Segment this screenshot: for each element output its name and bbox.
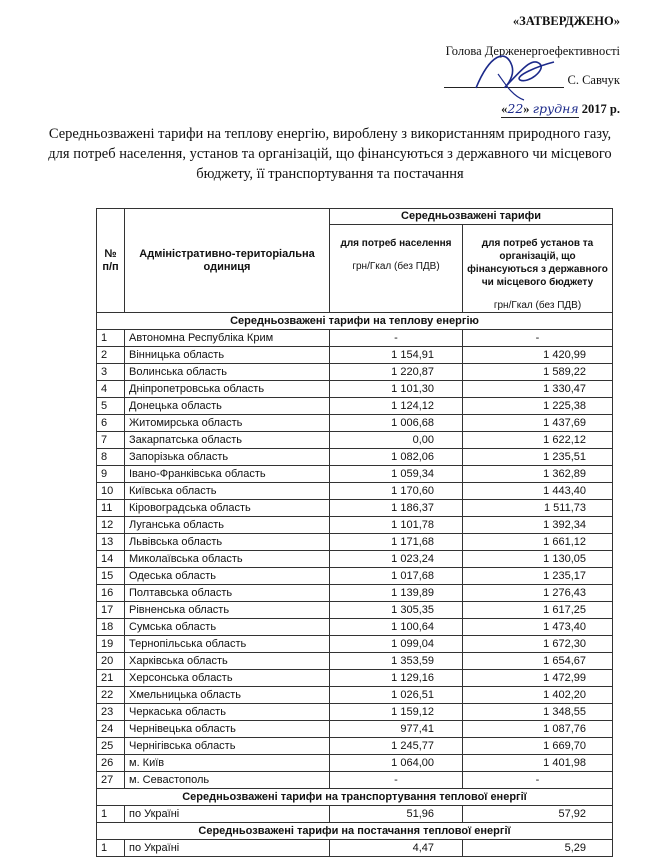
table-row [97, 602, 613, 619]
row-organization-tariff: - [463, 772, 613, 789]
row-unit-name: Волинська область [125, 364, 330, 381]
row-organization-tariff: 1 661,12 [463, 534, 613, 551]
table-row [97, 381, 613, 398]
section-title: Середньозважені тарифи на теплову енергію [97, 313, 613, 330]
row-number: 1 [97, 840, 125, 857]
row-unit-name: Сумська область [125, 619, 330, 636]
table-row [97, 721, 613, 738]
row-number: 9 [97, 466, 125, 483]
row-population-tariff: 977,41 [330, 721, 463, 738]
row-population-tariff: 1 017,68 [330, 568, 463, 585]
row-organization-tariff: 1 511,73 [463, 500, 613, 517]
row-organization-tariff: 1 622,12 [463, 432, 613, 449]
row-population-tariff: 1 100,64 [330, 619, 463, 636]
row-unit-name: Кіровоградська область [125, 500, 330, 517]
row-number: 2 [97, 347, 125, 364]
row-number: 4 [97, 381, 125, 398]
row-unit-name: Хмельницька область [125, 687, 330, 704]
row-organization-tariff: 1 443,40 [463, 483, 613, 500]
table-row [97, 432, 613, 449]
row-population-tariff: 1 124,12 [330, 398, 463, 415]
row-unit-name: Львівська область [125, 534, 330, 551]
table-row [97, 738, 613, 755]
table-row [97, 483, 613, 500]
row-number: 22 [97, 687, 125, 704]
row-number: 19 [97, 636, 125, 653]
row-number: 3 [97, 364, 125, 381]
table-row [97, 330, 613, 347]
row-unit-name: Черкаська область [125, 704, 330, 721]
row-organization-tariff: 1 654,67 [463, 653, 613, 670]
row-organization-tariff: 57,92 [463, 806, 613, 823]
table-row [97, 840, 613, 857]
row-number: 17 [97, 602, 125, 619]
row-population-tariff: 1 171,68 [330, 534, 463, 551]
row-number: 15 [97, 568, 125, 585]
column-header-tariffs: Середньозважені тарифи [330, 209, 613, 225]
row-unit-name: Закарпатська область [125, 432, 330, 449]
row-organization-tariff: 1 330,47 [463, 381, 613, 398]
row-organization-tariff: 1 235,17 [463, 568, 613, 585]
row-unit-name: Миколаївська область [125, 551, 330, 568]
table-row [97, 568, 613, 585]
row-population-tariff: 51,96 [330, 806, 463, 823]
row-population-tariff: 1 064,00 [330, 755, 463, 772]
document-title: Середньозважені тарифи на теплову енергію, вироблену з використанням природного газу, для потреб населення, установ та організацій, що фінансуються з державного чи місцевого бюджету, її транспортування та постачання [48, 126, 612, 182]
row-number: 25 [97, 738, 125, 755]
table-row [97, 704, 613, 721]
row-unit-name: Одеська область [125, 568, 330, 585]
row-population-tariff: 1 159,12 [330, 704, 463, 721]
row-unit-name: Київська область [125, 483, 330, 500]
unit-label: грн/Гкал (без ПДВ) [493, 300, 582, 311]
row-unit-name: Запорізька область [125, 449, 330, 466]
approval-date-day: 22 [507, 101, 524, 116]
row-number: 7 [97, 432, 125, 449]
row-unit-name: по Україні [125, 840, 330, 857]
row-population-tariff: 1 006,68 [330, 415, 463, 432]
unit-label: грн/Гкал (без ПДВ) [352, 261, 440, 272]
row-number: 21 [97, 670, 125, 687]
row-number: 11 [97, 500, 125, 517]
row-number: 13 [97, 534, 125, 551]
approval-date-month: грудня [532, 101, 579, 116]
section-header [97, 313, 613, 330]
row-unit-name: Херсонська область [125, 670, 330, 687]
row-population-tariff: 1 026,51 [330, 687, 463, 704]
row-unit-name: Харківська область [125, 653, 330, 670]
table-row [97, 755, 613, 772]
row-organization-tariff: - [463, 330, 613, 347]
approval-title: «ЗАТВЕРДЖЕНО» [512, 14, 620, 28]
row-organization-tariff: 1 225,38 [463, 398, 613, 415]
row-organization-tariff: 1 672,30 [463, 636, 613, 653]
row-number: 1 [97, 806, 125, 823]
row-organization-tariff: 5,29 [463, 840, 613, 857]
table-row [97, 347, 613, 364]
table-row [97, 534, 613, 551]
row-organization-tariff: 1 362,89 [463, 466, 613, 483]
row-population-tariff: 0,00 [330, 432, 463, 449]
row-number: 6 [97, 415, 125, 432]
table-row [97, 670, 613, 687]
row-population-tariff: 4,47 [330, 840, 463, 857]
column-header-population: для потреб населення грн/Гкал (без ПДВ) [330, 225, 463, 313]
row-organization-tariff: 1 087,76 [463, 721, 613, 738]
row-organization-tariff: 1 472,99 [463, 670, 613, 687]
row-population-tariff: 1 129,16 [330, 670, 463, 687]
row-population-tariff: - [330, 772, 463, 789]
row-number: 27 [97, 772, 125, 789]
table-row [97, 619, 613, 636]
row-organization-tariff: 1 669,70 [463, 738, 613, 755]
row-unit-name: Дніпропетровська область [125, 381, 330, 398]
row-number: 20 [97, 653, 125, 670]
section-title: Середньозважені тарифи на транспортування теплової енергії [97, 789, 613, 806]
section-title: Середньозважені тарифи на постачання теплової енергії [97, 823, 613, 840]
table-row [97, 636, 613, 653]
row-organization-tariff: 1 473,40 [463, 619, 613, 636]
row-organization-tariff: 1 130,05 [463, 551, 613, 568]
row-number: 1 [97, 330, 125, 347]
row-organization-tariff: 1 420,99 [463, 347, 613, 364]
tariff-table-body [97, 313, 613, 857]
column-header-number: № п/п [97, 209, 125, 313]
approval-date-year: 2017 р. [581, 102, 620, 116]
table-row [97, 449, 613, 466]
row-unit-name: Чернівецька область [125, 721, 330, 738]
row-unit-name: Рівненська область [125, 602, 330, 619]
column-header-unit: Адміністративно-територіальна одиниця [125, 209, 330, 313]
approval-date: «22» грудня 2017 р. [501, 101, 620, 116]
row-unit-name: Тернопільська область [125, 636, 330, 653]
row-unit-name: Автономна Республіка Крим [125, 330, 330, 347]
row-number: 24 [97, 721, 125, 738]
row-population-tariff: - [330, 330, 463, 347]
row-population-tariff: 1 099,04 [330, 636, 463, 653]
row-population-tariff: 1 305,35 [330, 602, 463, 619]
row-population-tariff: 1 101,30 [330, 381, 463, 398]
row-number: 16 [97, 585, 125, 602]
row-population-tariff: 1 139,89 [330, 585, 463, 602]
handwritten-signature [468, 44, 558, 104]
table-row [97, 398, 613, 415]
row-unit-name: Вінницька область [125, 347, 330, 364]
row-population-tariff: 1 220,87 [330, 364, 463, 381]
row-population-tariff: 1 023,24 [330, 551, 463, 568]
row-organization-tariff: 1 276,43 [463, 585, 613, 602]
table-row [97, 585, 613, 602]
row-unit-name: Донецька область [125, 398, 330, 415]
row-organization-tariff: 1 401,98 [463, 755, 613, 772]
row-unit-name: Івано-Франківська область [125, 466, 330, 483]
row-population-tariff: 1 245,77 [330, 738, 463, 755]
row-unit-name: Полтавська область [125, 585, 330, 602]
row-unit-name: Луганська область [125, 517, 330, 534]
row-organization-tariff: 1 348,55 [463, 704, 613, 721]
row-number: 10 [97, 483, 125, 500]
row-organization-tariff: 1 617,25 [463, 602, 613, 619]
section-header [97, 789, 613, 806]
table-row [97, 772, 613, 789]
table-row [97, 466, 613, 483]
row-organization-tariff: 1 235,51 [463, 449, 613, 466]
table-row [97, 415, 613, 432]
approval-position: Голова Держенергоефективності [445, 44, 620, 58]
tariff-table [96, 208, 613, 857]
table-row [97, 687, 613, 704]
table-row [97, 653, 613, 670]
row-population-tariff: 1 101,78 [330, 517, 463, 534]
table-row [97, 364, 613, 381]
row-organization-tariff: 1 437,69 [463, 415, 613, 432]
row-population-tariff: 1 082,06 [330, 449, 463, 466]
row-organization-tariff: 1 589,22 [463, 364, 613, 381]
row-unit-name: по Україні [125, 806, 330, 823]
row-organization-tariff: 1 392,34 [463, 517, 613, 534]
table-row [97, 806, 613, 823]
row-population-tariff: 1 059,34 [330, 466, 463, 483]
row-unit-name: м. Київ [125, 755, 330, 772]
row-population-tariff: 1 353,59 [330, 653, 463, 670]
row-organization-tariff: 1 402,20 [463, 687, 613, 704]
row-number: 5 [97, 398, 125, 415]
row-number: 18 [97, 619, 125, 636]
row-population-tariff: 1 170,60 [330, 483, 463, 500]
table-row [97, 517, 613, 534]
row-population-tariff: 1 186,37 [330, 500, 463, 517]
row-unit-name: м. Севастополь [125, 772, 330, 789]
row-number: 26 [97, 755, 125, 772]
row-population-tariff: 1 154,91 [330, 347, 463, 364]
row-number: 14 [97, 551, 125, 568]
row-number: 12 [97, 517, 125, 534]
table-row [97, 551, 613, 568]
section-header [97, 823, 613, 840]
row-unit-name: Чернігівська область [125, 738, 330, 755]
approval-signatory: С. Савчук [567, 73, 620, 87]
row-unit-name: Житомирська область [125, 415, 330, 432]
table-row [97, 500, 613, 517]
column-header-organizations: для потреб установ та організацій, що фінансуються з державного чи місцевого бюджету грн/Гкал (без ПДВ) [463, 225, 613, 313]
row-number: 23 [97, 704, 125, 721]
row-number: 8 [97, 449, 125, 466]
